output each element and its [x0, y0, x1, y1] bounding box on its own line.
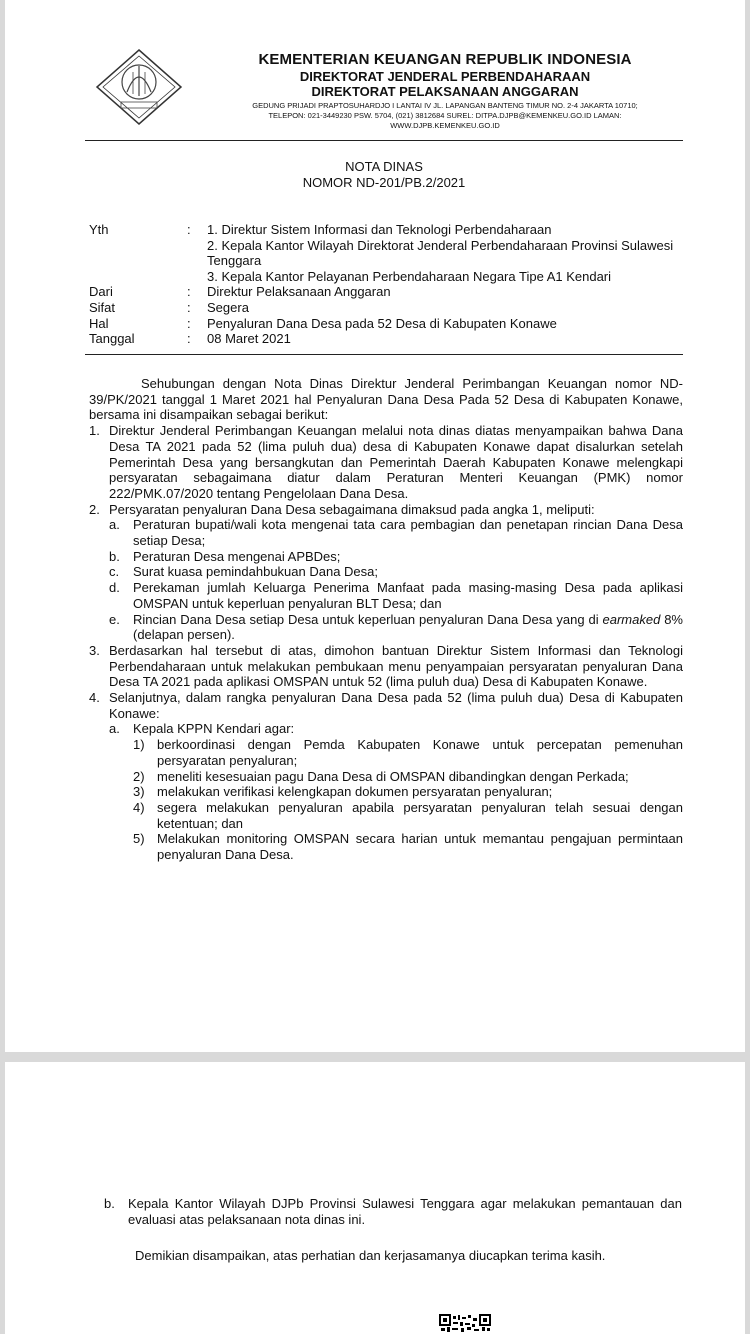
letterhead: [195, 50, 695, 131]
colon: :: [187, 331, 191, 347]
hal-value: Penyaluran Dana Desa pada 52 Desa di Kabupaten Konawe: [207, 315, 557, 331]
closing-sentence: Demikian disampaikan, atas perhatian dan kerjasamanya diucapkan terima kasih.: [135, 1248, 606, 1263]
yth-recipients: [207, 222, 679, 284]
sifat-value: Segera: [207, 299, 249, 315]
letterhead-divider: [85, 140, 683, 141]
tanggal-label: Tanggal: [89, 331, 135, 347]
list-text: [133, 612, 683, 643]
list-text: Perekaman jumlah Keluarga Penerima Manfaat pada masing-masing Desa pada aplikasi OMSPAN untuk keperluan penyaluran BLT Desa; dan: [133, 580, 683, 611]
list-text: Direktur Jenderal Perimbangan Keuangan melalui nota dinas diatas menyampaikan bahwa Dana Desa TA 2021 pada 52 (lima puluh dua) desa di Kabupaten Konawe dapat disalurkan setelah Pemerintah Desa yang bersangkutan dan Pemerintah Daerah Kabupaten Konawe melengkapi persyaratan sebagaimana diatur dalam Peraturan Menteri Keuangan (PMK) nomor 222/PMK.07/2020 tentang Pengelolaan Dana Desa.: [109, 423, 683, 501]
list-number: 2.: [89, 501, 100, 517]
document-page-1: [5, 0, 745, 1052]
list-number: 1): [133, 737, 145, 753]
list-text: Persyaratan penyaluran Dana Desa sebagaimana dimaksud pada angka 1, meliputi:: [109, 501, 595, 517]
list-item-3: [89, 643, 683, 690]
list-text: Kepala Kantor Wilayah DJPb Provinsi Sulawesi Tenggara agar melakukan pemantauan dan evaluasi atas pelaksanaan nota dinas ini.: [128, 1196, 682, 1227]
list-number: 1.: [89, 423, 100, 439]
colon: :: [187, 284, 191, 300]
sifat-label: Sifat: [89, 299, 116, 315]
tanggal-row: [89, 331, 679, 347]
dari-row: [89, 284, 679, 300]
list-item-2a: [109, 517, 683, 548]
hal-row: [89, 316, 679, 332]
list-letter: a.: [109, 517, 120, 533]
list-text: melakukan verifikasi kelengkapan dokumen persyaratan penyaluran;: [157, 784, 553, 800]
list-item-1: [89, 423, 683, 502]
recipient-2: 2. Kepala Kantor Wilayah Direktorat Jenderal Perbendaharaan Provinsi Sulawesi Tenggara: [207, 237, 674, 269]
yth-row: [89, 222, 679, 284]
ministry-name: KEMENTERIAN KEUANGAN REPUBLIK INDONESIA: [258, 51, 632, 68]
list-number: 2): [133, 768, 145, 784]
list-item-2: [89, 502, 683, 518]
text-segment: Rincian Dana Desa setiap Desa untuk keperluan penyaluran Dana Desa yang di: [133, 611, 603, 627]
memo-header-fields: [89, 222, 679, 347]
colon: :: [187, 299, 191, 315]
yth-label: Yth: [89, 222, 109, 237]
recipient-3: 3. Kepala Kantor Pelayanan Perbendaharaan Negara Tipe A1 Kendari: [207, 268, 612, 284]
list-item-4a4: [133, 800, 683, 831]
list-number: 3.: [89, 642, 100, 658]
list-number: 3): [133, 784, 145, 800]
address-line-1: GEDUNG PRIJADI PRAPTOSUHARDJO I LANTAI IV JL. LAPANGAN BANTENG TIMUR NO. 2-4 JAKARTA 10710;: [252, 101, 638, 110]
list-text: Berdasarkan hal tersebut di atas, dimohon bantuan Direktur Sistem Informasi dan Teknologi Perbendaharaan untuk melakukan pembukaan menu penyampaian persyaratan penyaluran Dana Desa TA 2021 pada aplikasi OMSPAN untuk 52 (lima puluh dua) Desa di Kabupaten Konawe.: [109, 642, 683, 690]
document-number: NOMOR ND-201/PB.2/2021: [302, 175, 466, 190]
memo-body: [89, 376, 683, 863]
list-item-4a: [109, 721, 683, 737]
list-item-2e: [109, 612, 683, 643]
list-letter: a.: [109, 721, 120, 737]
list-letter: e.: [109, 611, 120, 627]
list-number: 5): [133, 831, 145, 847]
list-text: Peraturan Desa mengenai APBDes;: [133, 548, 341, 564]
text-segment: 8% (delapan persen).: [133, 611, 683, 643]
address-line-2: TELEPON: 021-3449230 PSW. 5704, (021) 3812684 SUREL: DITPA.DJPB@KEMENKEU.GO.ID LAMAN:: [268, 111, 622, 120]
kemenkeu-emblem-icon: [91, 48, 187, 126]
tanggal-value: 08 Maret 2021: [207, 331, 291, 347]
header-divider: [85, 354, 683, 355]
list-item-4: [89, 690, 683, 721]
list-text: Kepala KPPN Kendari agar:: [133, 721, 295, 737]
colon: :: [187, 315, 191, 331]
dari-value: Direktur Pelaksanaan Anggaran: [207, 284, 391, 300]
sifat-row: [89, 300, 679, 316]
page2-body: [104, 1196, 682, 1227]
list-item-4a1: [133, 737, 683, 768]
directorate-name: DIREKTORAT PELAKSANAAN ANGGARAN: [311, 84, 579, 99]
list-letter: c.: [109, 564, 120, 580]
list-number: 4): [133, 799, 145, 815]
list-text: segera melakukan penyaluran apabila persyaratan penyaluran telah sesuai dengan ketentuan; dan: [157, 799, 683, 831]
colon: :: [187, 222, 191, 237]
italic-term: earmaked: [602, 611, 661, 627]
list-text: Selanjutnya, dalam rangka penyaluran Dana Desa pada 52 (lima puluh dua) Desa di Kabupaten Konawe:: [109, 690, 683, 721]
list-item-2c: [109, 564, 683, 580]
list-letter: b.: [109, 548, 120, 564]
list-text: Melakukan monitoring OMSPAN secara harian untuk memantau pengajuan permintaan penyaluran Dana Desa.: [157, 831, 683, 863]
hal-label: Hal: [89, 315, 109, 331]
list-letter: d.: [109, 580, 120, 596]
list-item-2b: [109, 549, 683, 565]
list-number: 4.: [89, 690, 100, 706]
list-text: Surat kuasa pemindahbukuan Dana Desa;: [133, 564, 378, 580]
recipient-1: 1. Direktur Sistem Informasi dan Teknologi Perbendaharaan: [207, 222, 552, 237]
list-item-4a3: [133, 784, 683, 800]
list-item-4a2: [133, 769, 683, 785]
list-item-4a5: [133, 831, 683, 862]
list-text: meneliti kesesuaian pagu Dana Desa di OMSPAN dibandingkan dengan Perkada;: [157, 768, 629, 784]
list-letter: b.: [104, 1196, 115, 1211]
list-item-2d: [109, 580, 683, 611]
document-type: NOTA DINAS: [345, 159, 423, 174]
directorate-general-name: DIREKTORAT JENDERAL PERBENDAHARAAN: [299, 69, 591, 84]
list-item-4b: [104, 1196, 682, 1227]
address-line-3: WWW.DJPB.KEMENKEU.GO.ID: [390, 121, 500, 130]
qr-code-icon: [439, 1314, 491, 1334]
document-page-2: [5, 1062, 745, 1334]
intro-paragraph: Sehubungan dengan Nota Dinas Direktur Jenderal Perimbangan Keuangan nomor ND-39/PK/2021 tanggal 1 Maret 2021 hal Penyaluran Dana Desa Pada 52 Desa di Kabupaten Konawe, bersama ini disampaikan sebagai berikut:: [89, 376, 683, 423]
list-text: berkoordinasi dengan Pemda Kabupaten Konawe untuk percepatan pemenuhan persyaratan penyaluran;: [157, 737, 683, 768]
list-text: Peraturan bupati/wali kota mengenai tata cara pembagian dan penetapan rincian Dana Desa setiap Desa;: [133, 517, 683, 549]
dari-label: Dari: [89, 284, 113, 300]
